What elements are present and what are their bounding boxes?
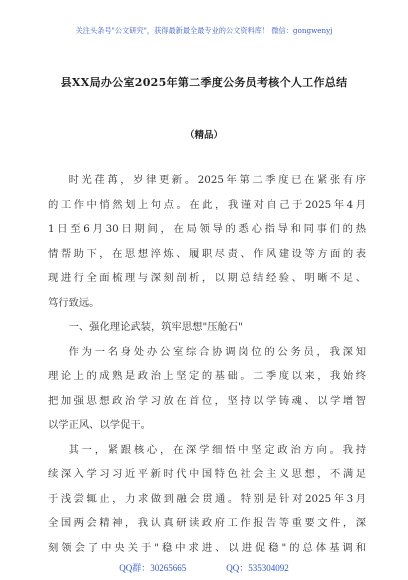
document-body [48,168,366,560]
paragraph-line: 其一，紧跟核心，在深学细悟中坚定政治方向。我持 [68,443,366,456]
paragraph-line: 作为一名身处办公室综合协调岗位的公务员，我深知 [68,345,366,358]
section-heading: 一、强化理论武装，筑牢思想"压舱石" [68,321,243,333]
paragraph-line: 的工作中悄然划上句点。在此，我谨对自己于2025年4月 [48,198,366,211]
footer-contact [0,561,408,574]
document-title: 县XX局办公室2025年第二季度公务员考核个人工作总结 [60,76,348,89]
footer-qq: QQ：535304092 [226,563,289,573]
paragraph-line: 时光荏苒，岁律更新。2025年第二季度已在紧张有序 [68,174,366,186]
paragraph-line: 把加强思想政治学习放在首位，坚持以学铸魂、以学增智 [48,394,366,407]
paragraph-line: 笃行致远。 [48,296,100,309]
paragraph-line: 情帮助下，在思想淬炼、履职尽责、作风建设等方面的表 [48,247,366,260]
paragraph-line: 全国两会精神，我认真研读政府工作报告等重要文件，深 [48,517,366,529]
paragraph-line: 理论上的成熟是政治上坚定的基础。二季度以来，我始终 [48,370,366,382]
paragraph-line: 于浅尝辄止，力求做到融会贯通。特别是针对2025年3月 [48,492,366,505]
paragraph-line: 续深入学习习近平新时代中国特色社会主义思想，不满足 [48,468,366,480]
header-banner: 关注头条号"公文研究"，获得最新最全最专业的公文资料库！ 微信：gongwenyj [75,26,333,35]
paragraph-line: 刻领会了中央关于"稳中求进、以进促稳"的总体基调和 [48,541,366,554]
paragraph-line: 1日至6月30日期间，在局领导的悉心指导和同事们的热 [48,223,366,235]
paragraph-line: 现进行全面梳理与深刻剖析，以期总结经验、明晰不足、 [48,272,366,284]
document-subtitle: （精品） [184,130,223,141]
footer-qq-group: QQ群：30265665 [119,563,187,573]
paragraph-line: 以学正风、以学促干。 [48,419,151,431]
